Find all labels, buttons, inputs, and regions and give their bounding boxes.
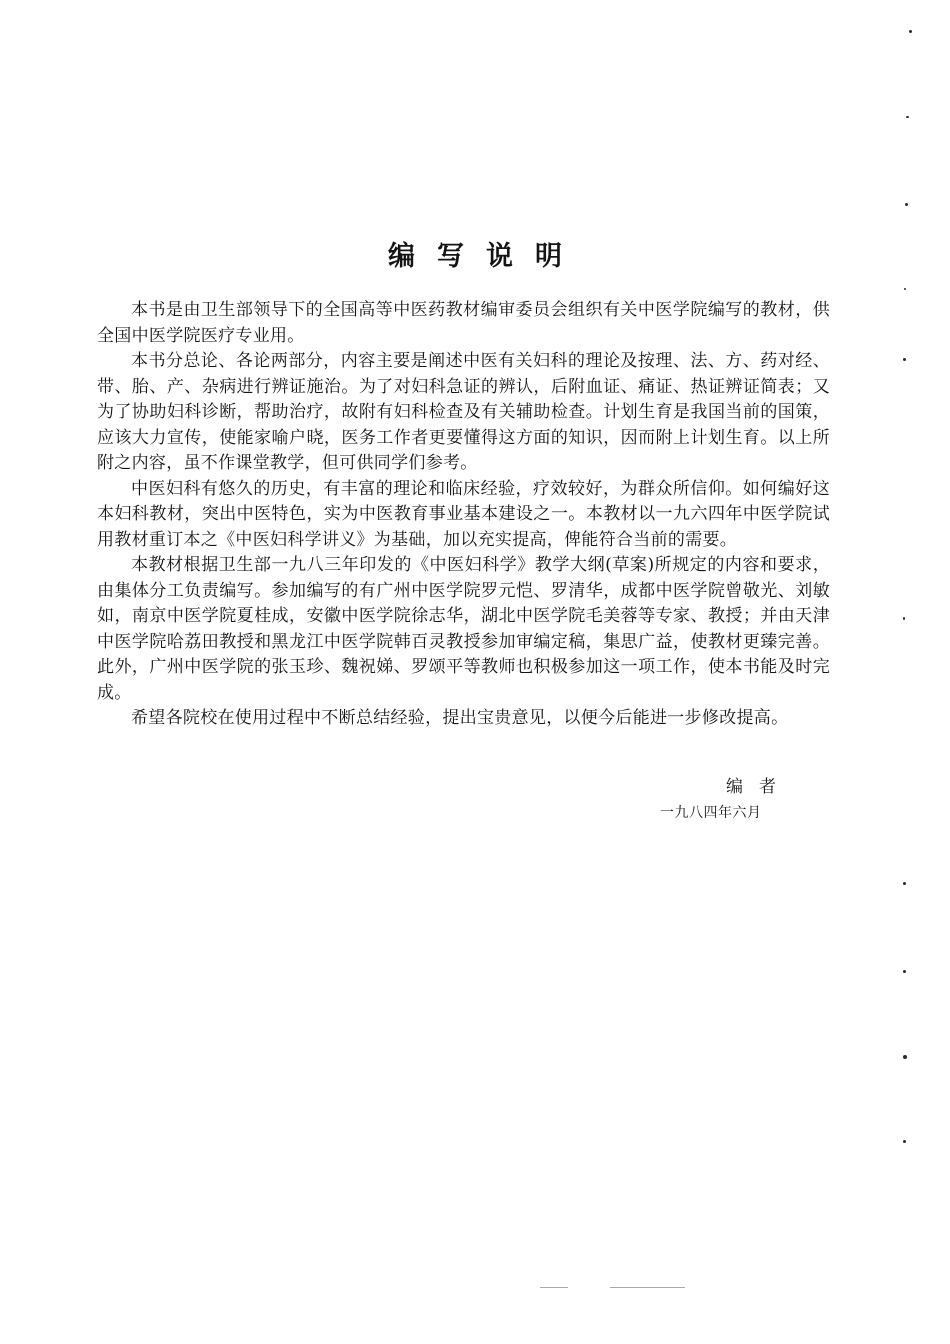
document-body — [97, 298, 830, 732]
scan-speck — [909, 30, 912, 33]
scan-speck — [903, 970, 906, 973]
page-title: 编写说明 — [388, 241, 584, 272]
scan-speck — [903, 358, 906, 361]
author-signature: 编者 — [726, 777, 792, 797]
scan-speck — [906, 116, 909, 118]
paragraph-2: 本书分总论、各论两部分，内容主要是阐述中医有关妇科的理论及按理、法、方、药对经、带、胎、产、杂病进行辨证施治。为了对妇科急证的辨认，后附血证、痛证、热证辨证简表；又为了协助妇科诊断，帮助治疗，故附有妇科检查及有关辅助检查。计划生育是我国当前的国策，应该大力宣传，使能家喻户晓，医务工作者更要懂得这方面的知识，因而附上计划生育。以上所附之内容，虽不作课堂教学，但可供同学们参考。 — [97, 351, 830, 473]
paragraph-4: 本教材根据卫生部一九八三年印发的《中医妇科学》教学大纲(草案)所规定的内容和要求，由集体分工负责编写。参加编写的有广州中医学院罗元恺、罗清华，成都中医学院曾敬光、刘敏如，南京中医学院夏桂成，安徽中医学院徐志华，湖北中医学院毛美蓉等专家、教授；并由天津中医学院哈荔田教授和黑龙江中医学院韩百灵教授参加审编定稿，集思广益，使教材更臻完善。此外，广州中医学院的张玉珍、魏祝娣、罗颂平等教师也积极参加这一项工作，使本书能及时完成。 — [97, 555, 830, 703]
scan-speck — [904, 288, 906, 290]
paragraph-3: 中医妇科有悠久的历史，有丰富的理论和临床经验，疗效较好，为群众所信仰。如何编好这本妇科教材，突出中医特色，实为中医教育事业基本建设之一。本教材以一九六四年中医学院试用教材重订本之《中医妇科学讲义》为基础，加以充实提高，俾能符合当前的需要。 — [97, 478, 830, 550]
scan-speck — [903, 882, 906, 885]
paragraph-5: 希望各院校在使用过程中不断总结经验，提出宝贵意见，以便今后能进一步修改提高。 — [131, 708, 789, 728]
date-line: 一九八四年六月 — [660, 805, 762, 821]
scan-dash — [540, 1287, 568, 1288]
scan-speck — [903, 1055, 907, 1059]
scan-speck — [903, 1140, 906, 1143]
scan-dash — [610, 1287, 685, 1288]
paragraph-1: 本书是由卫生部领导下的全国高等中医药教材编审委员会组织有关中医学院编写的教材，供全国中医学院医疗专业用。 — [97, 300, 830, 346]
scan-speck — [905, 203, 908, 206]
scan-speck — [903, 617, 905, 620]
